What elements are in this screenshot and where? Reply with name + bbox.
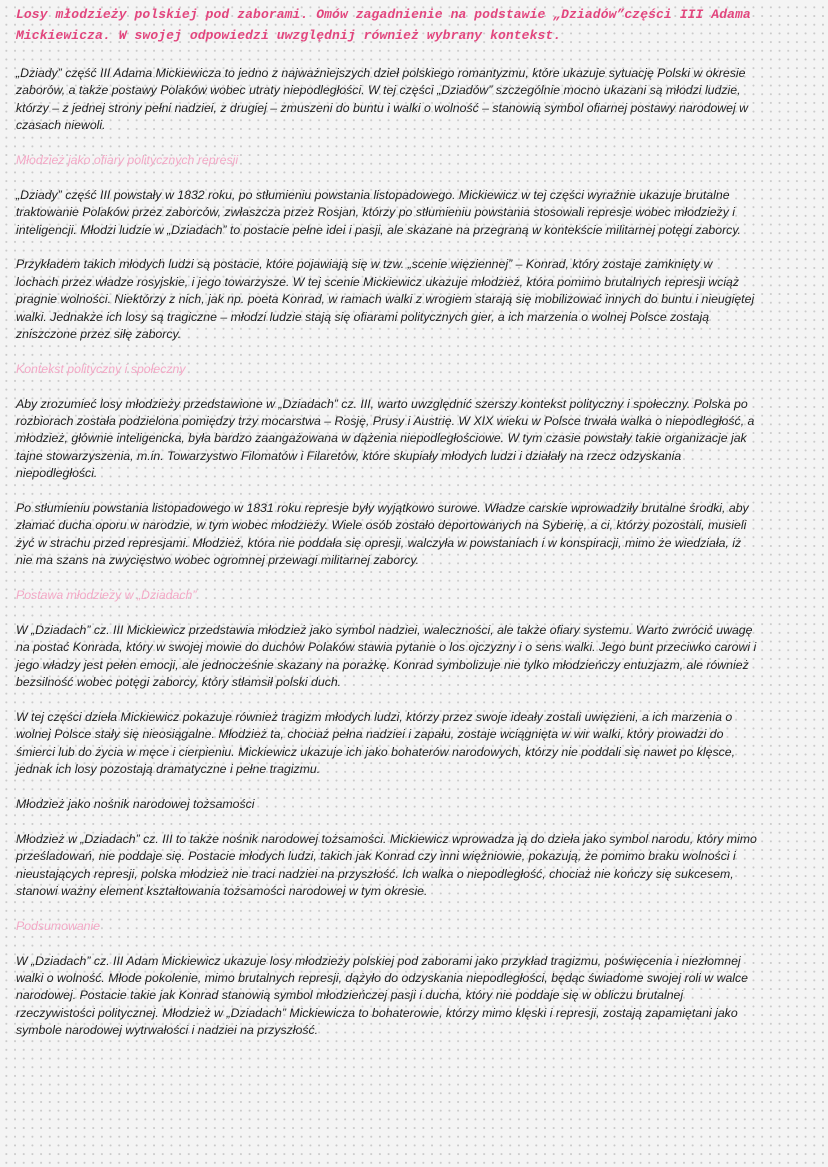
paragraph: „Dziady” część III powstały w 1832 roku, po stłumieniu powstania listopadowego. Mickiewicz w tej części wyraźnie ukazuje brutalne traktowanie Polaków przez zaborców, zwłaszcza przez Rosjan, którzy po stłumieniu powstania stosowali represje wobec młodzieży i inteligencji. Młodzi ludzie w „Dziadach” to postacie pełne idei i pasji, ale skazane na przegraną w kontekście militarnej potęgi zaborcy. — [16, 187, 741, 237]
section-heading: Postawa młodzieży w „Dziadach” — [16, 588, 197, 603]
paragraph: Przykładem takich młodych ludzi są postacie, które pojawiają się w tzw. „scenie więziennej” – Konrad, który zostaje zamknięty w lochach przez władze rosyjskie, i jego towarzysze. W tej scenie Mickiewicz ukazuje młodzież, która pomimo brutalnych represji wciąż pragnie wolności. Niektórzy z nich, jak np. poeta Konrad, w ramach walki z wrogiem starają się mobilizować innych do buntu i nieugiętej walki. Jednakże ich losy są tragiczne – młodzi ludzie stają się ofiarami politycznych gier, a ich marzenia o wolnej Polsce zostają zniszczone przez siłę zaborcy. — [16, 257, 755, 342]
section-heading: Podsumowanie — [16, 918, 101, 933]
paragraph: „Dziady” część III Adama Mickiewicza to jedno z najważniejszych dzieł polskiego romantyzmu, które ukazuje sytuację Polski w okresie zaborów, a także postawy Polaków wobec utraty niepodległości. W tej części „Dziadów” szczególnie mocno ukazani są młodzi ludzie, którzy – z jednej strony pełni nadziei, z drugiej – zmuszeni do buntu i walki o wolność – stanowią symbol ofiarnej postawy narodowej w czasach niewoli. — [16, 66, 749, 133]
paragraph: W tej części dzieła Mickiewicz pokazuje również tragizm młodych ludzi, którzy przez swoje ideały zostali uwięzieni, a ich marzenia o wolnej Polsce stały się nieosiągalne. Młodzież ta, chociaż pełna nadziei i zapału, zostaje wciągnięta w wir walki, który prowadzi do śmierci lub do życia w męce i cierpieniu. Mickiewicz ukazuje ich jako bohaterów narodowych, którzy nie poddali się nawet po klęsce, jednak ich losy pozostają dramatyczne i pełne tragizmu. — [16, 709, 736, 777]
essay-body — [16, 65, 758, 1040]
paragraph: Po stłumieniu powstania listopadowego w 1831 roku represje były wyjątkowo surowe. Władze carskie wprowadziły brutalne środki, aby złamać ducha oporu w narodzie, w tym wobec młodzieży. Wiele osób zostało deportowanych na Syberię, a ci, którzy pozostali, musieli żyć w strachu przed represjami. Młodzież, która nie poddała się opresji, walczyła w powstaniach i w konspiracji, mimo że wiedziała, iż nie ma szans na zwycięstwo wobec ogromnej przewagi militarnej zaborcy. — [16, 501, 749, 568]
paragraph: Aby zrozumieć losy młodzieży przedstawione w „Dziadach” cz. III, warto uwzględnić szerszy kontekst polityczny i społeczny. Polska po rozbiorach została podzielona pomiędzy trzy mocarstwa – Rosję, Prusy i Austrię. W XIX wieku w Polsce trwała walka o niepodległość, a młodzież, głównie inteligencka, była bardzo zaangażowana w dążenia niepodległościowe. W tym czasie powstały takie organizacje jak tajne stowarzyszenia, m.in. Towarzystwo Filomatów i Filaretów, które skupiały młodych ludzi i działały na rzecz odzyskania niepodległości. — [16, 396, 755, 481]
section-heading: Młodzież jako ofiary politycznych represji — [16, 153, 239, 168]
section-heading: Kontekst polityczny i społeczny — [16, 361, 186, 376]
paragraph: Młodzież w „Dziadach” cz. III to także nośnik narodowej tożsamości. Mickiewicz wprowadza ją do dzieła jako symbol narodu, który mimo prześladowań, nie poddaje się. Postacie młodych ludzi, takich jak Konrad czy inni więźniowie, pokazują, że pomimo braku wolności i nieustających represji, polska młodzież nie traci nadziei na przyszłość. Ich walka o niepodległość, chociaż nie kończy się sukcesem, stanowi ważny element kształtowania tożsamości narodowej w tym okresie. — [16, 831, 757, 898]
section-heading: Młodzież jako nośnik narodowej tożsamości — [16, 796, 255, 811]
essay-prompt-title: Losy młodzieży polskiej pod zaborami. Omów zagadnienie na podstawie „Dziadów”części III Adama Mickiewicza. W swojej odpowiedzi uwzględnij również wybrany kontekst. — [16, 7, 751, 43]
document — [16, 0, 758, 1057]
paragraph: W „Dziadach” cz. III Mickiewicz przedstawia młodzież jako symbol nadziei, waleczności, ale także ofiary systemu. Warto zwrócić uwagę na postać Konrada, który w swojej mowie do duchów Polaków stawia pytanie o los ojczyzny i o sens walki. Jego bunt przeciwko carowi i jego władzy jest pełen emocji, ale jednocześnie skazany na porażkę. Konrad symbolizuje nie tylko młodzieńczy entuzjazm, ale również bezsilność wobec potęgi zaborcy, który stłamsił polski duch. — [16, 622, 757, 690]
paragraph: W „Dziadach” cz. III Adam Mickiewicz ukazuje losy młodzieży polskiej pod zaborami jako przykład tragizmu, poświęcenia i niezłomnej walki o wolność. Młode pokolenie, mimo brutalnych represji, dążyło do odzyskania niepodległości, będąc świadome swojej roli w walce narodowej. Postacie takie jak Konrad stanowią symbol młodzieńczej pasji i ducha, który nie poddaje się w obliczu brutalnej rzeczywistości politycznej. Młodzież w „Dziadach” Mickiewicza to bohaterowie, którzy mimo klęski i represji, zostają zapamiętani jako symbole narodowej wytrwałości i nadziei na przyszłość. — [16, 953, 749, 1038]
